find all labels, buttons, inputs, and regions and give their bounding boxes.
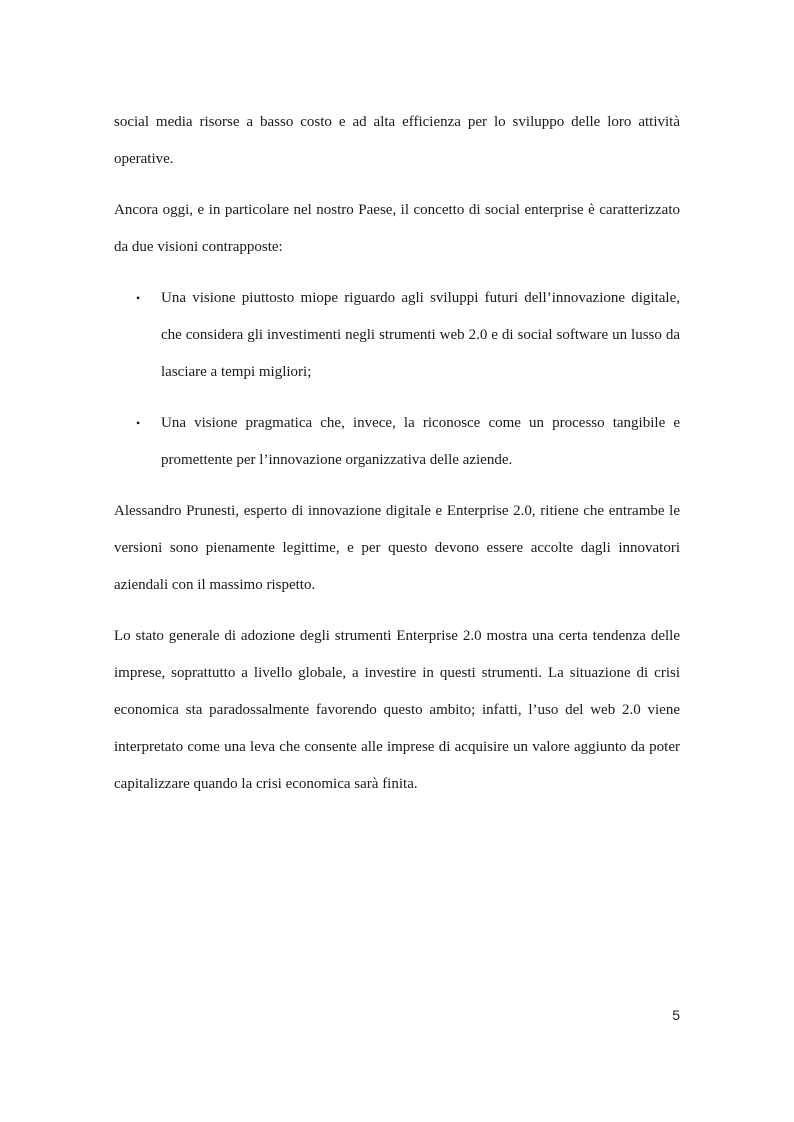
bullet-icon: • bbox=[136, 291, 141, 305]
document-body bbox=[114, 104, 680, 803]
list-item-text: Una visione piuttosto miope riguardo agli sviluppi futuri dell’innovazione digitale, che considera gli investimenti negli strumenti web 2.0 e di social software un lusso da lasciare a tempi migliori; bbox=[161, 290, 680, 380]
paragraph-two-visions: Ancora oggi, e in particolare nel nostro Paese, il concetto di social enterprise è caratterizzato da due visioni contrapposte: bbox=[114, 202, 680, 255]
bullet-list bbox=[114, 280, 680, 479]
bullet-icon: • bbox=[136, 416, 141, 430]
list-item bbox=[114, 280, 680, 391]
list-item-text: Una visione pragmatica che, invece, la riconosce come un processo tangibile e promettente per l’innovazione organizzativa delle aziende. bbox=[161, 415, 680, 468]
list-item bbox=[114, 405, 680, 479]
paragraph-intro-continuation: social media risorse a basso costo e ad alta efficienza per lo sviluppo delle loro attività operative. bbox=[114, 114, 680, 167]
paragraph-prunesti: Alessandro Prunesti, esperto di innovazione digitale e Enterprise 2.0, ritiene che entrambe le versioni sono pienamente legittime, e per questo devono essere accolte dagli innovatori aziendali con il massimo rispetto. bbox=[114, 503, 680, 593]
page-number: 5 bbox=[672, 1007, 680, 1023]
paragraph-adoption-state: Lo stato generale di adozione degli strumenti Enterprise 2.0 mostra una certa tendenza delle imprese, soprattutto a livello globale, a investire in questi strumenti. La situazione di crisi economica sta paradossalmente favorendo questo ambito; infatti, l’uso del web 2.0 viene interpretato come una leva che consente alle imprese di acquisire un valore aggiunto da poter capitalizzare quando la crisi economica sarà finita. bbox=[114, 628, 680, 792]
